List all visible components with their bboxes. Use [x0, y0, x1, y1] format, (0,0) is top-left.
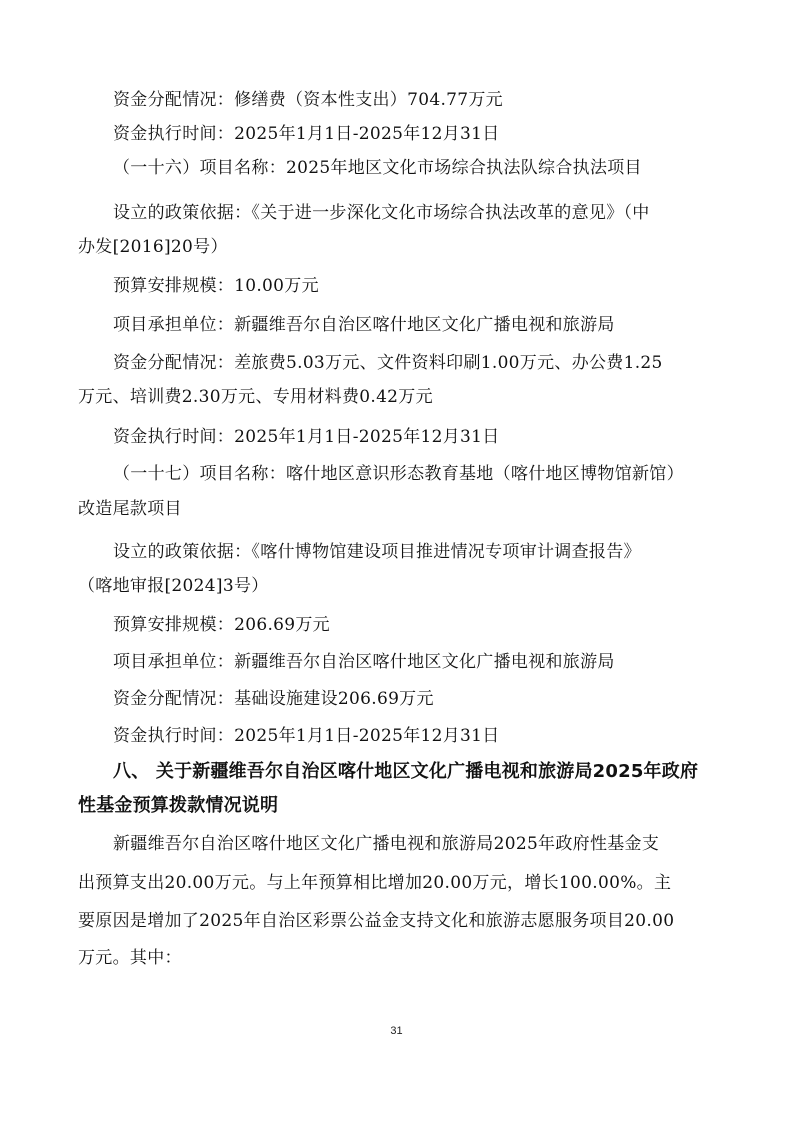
section-heading-continued: 性基金预算拨款情况说明	[78, 795, 279, 816]
text-line: 设立的政策依据：《关于进一步深化文化市场综合执法改革的意见》（中	[113, 203, 650, 223]
text-line: 预算安排规模：206.69万元	[113, 615, 330, 635]
text-line: （喀地审报[2024]3号）	[78, 576, 269, 596]
text-line: 项目承担单位：新疆维吾尔自治区喀什地区文化广播电视和旅游局	[113, 652, 615, 672]
text-line: 改造尾款项目	[78, 499, 182, 519]
text-line: （一十六）项目名称：2025年地区文化市场综合执法队综合执法项目	[113, 158, 642, 178]
text-line: 万元、培训费2.30万元、专用材料费0.42万元	[78, 387, 433, 407]
text-line: 资金执行时间：2025年1月1日-2025年12月31日	[113, 124, 500, 144]
text-line: 资金分配情况：修缮费（资本性支出）704.77万元	[113, 90, 503, 110]
text-line: 办发[2016]20号）	[78, 237, 228, 257]
text-line: 预算安排规模：10.00万元	[113, 276, 319, 296]
text-line: 新疆维吾尔自治区喀什地区文化广播电视和旅游局2025年政府性基金支	[113, 834, 660, 854]
section-heading: 八、 关于新疆维吾尔自治区喀什地区文化广播电视和旅游局2025年政府	[113, 761, 699, 782]
text-line: （一十七）项目名称：喀什地区意识形态教育基地（喀什地区博物馆新馆）	[113, 464, 684, 484]
text-line: 出预算支出20.00万元。与上年预算相比增加20.00万元，增长100.00%。主	[78, 873, 672, 893]
page-number: 31	[390, 1025, 403, 1037]
text-line: 资金分配情况：基础设施建设206.69万元	[113, 689, 434, 709]
text-line: 资金分配情况：差旅费5.03万元、文件资料印刷1.00万元、办公费1.25	[113, 353, 663, 373]
text-line: 要原因是增加了2025年自治区彩票公益金支持文化和旅游志愿服务项目20.00	[78, 911, 675, 931]
text-line: 万元。其中：	[78, 948, 182, 968]
text-line: 设立的政策依据：《喀什博物馆建设项目推进情况专项审计调查报告》	[113, 542, 641, 562]
text-line: 项目承担单位：新疆维吾尔自治区喀什地区文化广播电视和旅游局	[113, 315, 615, 335]
text-line: 资金执行时间：2025年1月1日-2025年12月31日	[113, 726, 500, 746]
text-line: 资金执行时间：2025年1月1日-2025年12月31日	[113, 427, 500, 447]
